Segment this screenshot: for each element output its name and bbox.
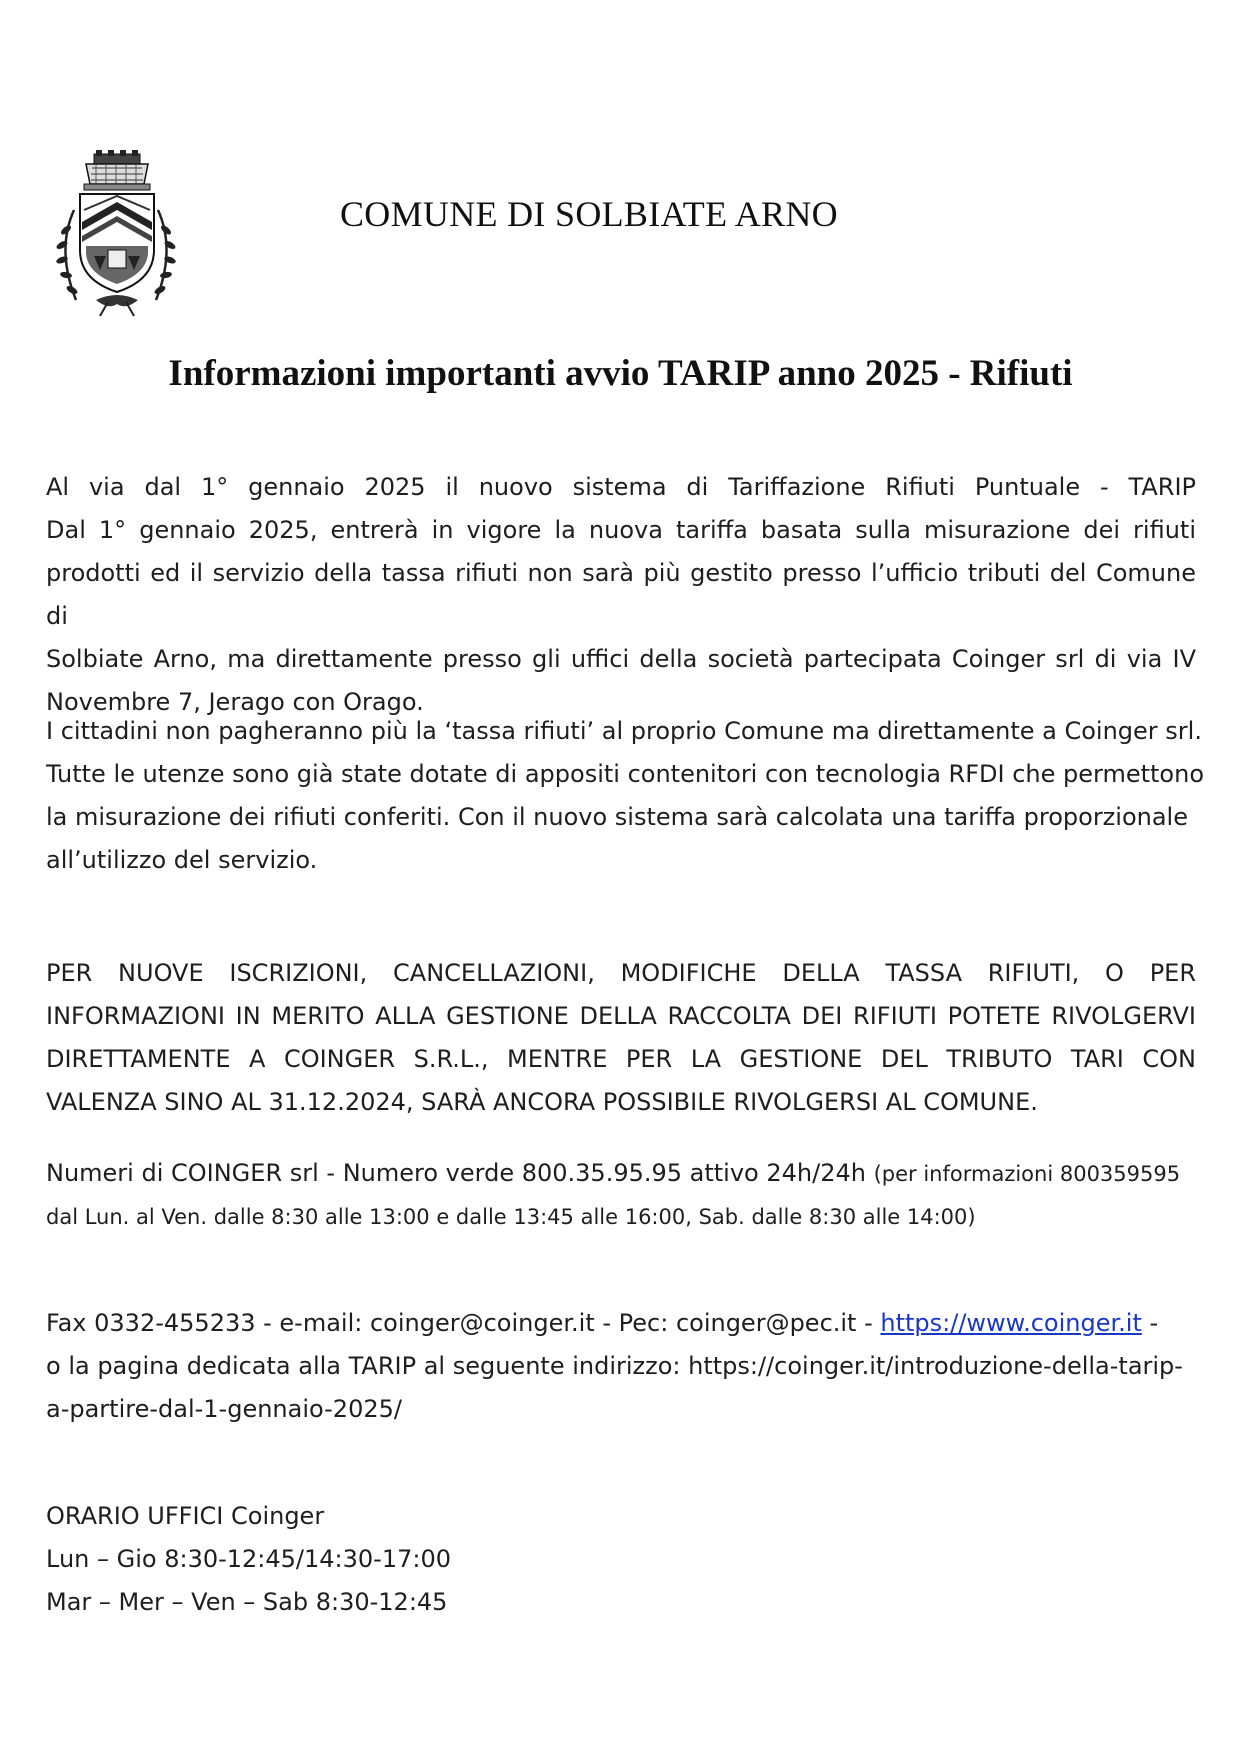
numbers-main: Numeri di COINGER srl - Numero verde 800.35.95.95 attivo 24h/24h [46, 1159, 866, 1187]
citizens-line: all’utilizzo del servizio. [46, 846, 318, 874]
notice-line: DIRETTAMENTE A COINGER S.R.L., MENTRE PER LA GESTIONE DEL TRIBUTO TARI CON [46, 1045, 1196, 1073]
office-hours-line-1: Lun – Gio 8:30-12:45/14:30-17:00 [46, 1545, 451, 1573]
citizens-line: Tutte le utenze sono già state dotate di appositi contenitori con tecnologia RFDI che permettono [46, 760, 1205, 788]
office-hours-line-2: Mar – Mer – Ven – Sab 8:30-12:45 [46, 1588, 448, 1616]
contacts-suffix: - [1141, 1309, 1159, 1337]
intro-paragraph [46, 466, 1196, 724]
citizens-paragraph [46, 710, 1205, 882]
notice-paragraph [46, 952, 1196, 1124]
citizens-line: la misurazione dei rifiuti conferiti. Con il nuovo sistema sarà calcolata una tariffa proporzionale [46, 803, 1188, 831]
contacts-line-2: o la pagina dedicata alla TARIP al seguente indirizzo: https://coinger.it/introduzione-della-tarip- [46, 1352, 1183, 1380]
municipal-crest [46, 150, 186, 320]
intro-line: Al via dal 1° gennaio 2025 il nuovo sistema di Tariffazione Rifiuti Puntuale - TARIP [46, 473, 1196, 501]
org-name: COMUNE DI SOLBIATE ARNO [340, 194, 838, 234]
numbers-small-1: (per informazioni 800359595 [873, 1162, 1181, 1186]
contacts-line [46, 1302, 1196, 1345]
contacts-prefix: Fax 0332-455233 - e-mail: coinger@coinger.it - Pec: coinger@pec.it - [46, 1309, 881, 1337]
crown-icon [84, 150, 150, 190]
intro-line: Dal 1° gennaio 2025, entrerà in vigore la nuova tariffa basata sulla misurazione dei rifiuti [46, 516, 1196, 544]
shield-icon [80, 194, 154, 292]
citizens-line: I cittadini non pagheranno più la ‘tassa rifiuti’ al proprio Comune ma direttamente a Coinger srl. [46, 717, 1202, 745]
notice-line: VALENZA SINO AL 31.12.2024, SARÀ ANCORA POSSIBILE RIVOLGERSI AL COMUNE. [46, 1088, 1038, 1116]
notice-line: PER NUOVE ISCRIZIONI, CANCELLAZIONI, MODIFICHE DELLA TASSA RIFIUTI, O PER [46, 959, 1196, 987]
page-title: Informazioni importanti avvio TARIP anno 2025 - Rifiuti [168, 353, 1073, 394]
numbers-small-2: dal Lun. al Ven. dalle 8:30 alle 13:00 e dalle 13:45 alle 16:00, Sab. dalle 8:30 alle 14:00) [46, 1205, 976, 1229]
intro-line: prodotti ed il servizio della tassa rifiuti non sarà più gestito presso l’ufficio tributi del Comune di [46, 559, 1196, 630]
intro-line: Novembre 7, Jerago con Orago. [46, 688, 424, 716]
intro-line: Solbiate Arno, ma direttamente presso gli uffici della società partecipata Coinger srl di via IV [46, 645, 1196, 673]
website-link[interactable]: https://www.coinger.it [880, 1309, 1142, 1337]
numbers-paragraph [46, 1152, 1196, 1239]
contacts-line-3: a-partire-dal-1-gennaio-2025/ [46, 1395, 402, 1423]
office-hours-heading: ORARIO UFFICI Coinger [46, 1502, 325, 1530]
office-hours [46, 1495, 1196, 1624]
numbers-line [46, 1152, 1196, 1196]
notice-line: INFORMAZIONI IN MERITO ALLA GESTIONE DELLA RACCOLTA DEI RIFIUTI POTETE RIVOLGERVI [46, 1002, 1196, 1030]
contacts-paragraph [46, 1302, 1196, 1431]
